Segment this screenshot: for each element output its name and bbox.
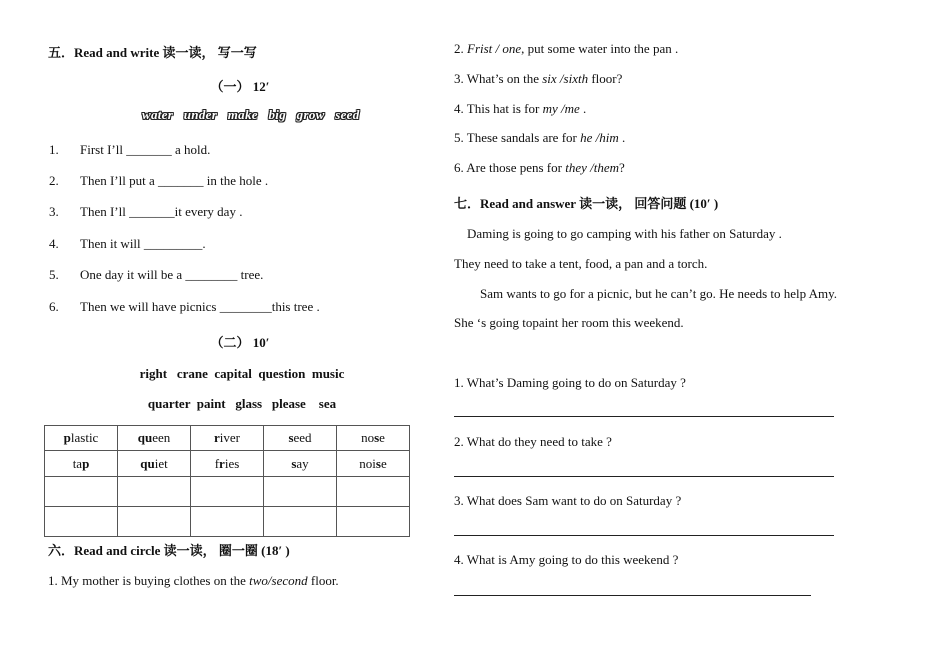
table-cell: noise [337,451,410,477]
item-text: First I’ll _______ a hold. [80,142,211,157]
circle-item: 2. Frist / one, put some water into the pan . [454,41,679,56]
item-text: Then I’ll _______it every day . [80,204,243,219]
table-cell: queen [118,426,191,451]
item-text: Then I’ll put a _______ in the hole . [80,173,269,188]
passage-line: Daming is going to go camping with his father on Saturday . [467,226,782,241]
question: 2. What do they need to take ? [454,434,612,449]
table-cell: fries [191,451,264,477]
table-cell-blank[interactable] [191,507,264,537]
table-cell: plastic [45,426,118,451]
choice[interactable]: he /him [580,130,619,145]
table-cell-blank[interactable] [45,477,118,507]
list-item [49,173,268,189]
circle-item: 4. This hat is for my /me . [454,101,587,116]
answer-line[interactable] [454,476,834,477]
word-bank-item: water [142,107,174,122]
word-bank-item: under [183,107,218,122]
section5-heading: 五．Read and write 读一读， 写一写 [48,45,257,60]
circle-item: 5. These sandals are for he /him . [454,130,626,145]
word-bank-item: big [268,107,286,122]
item-text: Then it will _________. [80,236,206,251]
section7-heading: 七．Read and answer 读一读， 回答问题 (10′ ) [454,196,719,211]
table-cell: nose [337,426,410,451]
circle-item: 1. My mother is buying clothes on the two/second floor. [48,573,339,588]
table-cell: say [264,451,337,477]
item-number: 6. [49,299,59,314]
passage-line: Sam wants to go for a picnic, but he can’t go. He needs to help Amy. [480,286,838,301]
list-item [49,142,210,158]
table-cell: tap [45,451,118,477]
table-cell-blank[interactable] [118,477,191,507]
word-bank-2-line1: right crane capital question music [139,366,345,381]
circle-item: 6. Are those pens for they /them? [454,160,625,175]
table-cell: river [191,426,264,451]
choice[interactable]: they /them [565,160,619,175]
choice[interactable]: two/second [249,573,308,588]
table-cell: seed [264,426,337,451]
question: 3. What does Sam want to do on Saturday ? [454,493,682,508]
table-cell-blank[interactable] [264,477,337,507]
word-bank-item: grow [296,107,325,122]
answer-line[interactable] [454,416,834,417]
item-number: 3. [49,204,59,219]
question: 1. What’s Daming going to do on Saturday ? [454,375,686,390]
item-number: 4. [49,236,59,251]
table-cell: quiet [118,451,191,477]
choice[interactable]: six /sixth [542,71,589,86]
passage-line: She ‘s going topaint her room this weekend. [454,315,684,330]
list-item [49,299,320,315]
item-number: 5. [49,267,59,282]
choice[interactable]: my /me [542,101,580,116]
section6-heading: 六．Read and circle 读一读， 圈一圈 (18′ ) [48,543,290,558]
word-bank-1 [142,107,360,123]
phonics-table [44,425,410,537]
table-cell-blank[interactable] [337,477,410,507]
table-cell-blank[interactable] [337,507,410,537]
item-number: 2. [49,173,59,188]
question: 4. What is Amy going to do this weekend ? [454,552,679,567]
table-cell-blank[interactable] [191,477,264,507]
answer-line[interactable] [454,595,811,596]
answer-line[interactable] [454,535,834,536]
part2-title: （二） 10′ [210,335,270,350]
word-bank-2-line2: quarter paint glass please sea [147,396,337,411]
list-item [49,267,263,283]
word-bank-item: make [227,107,258,122]
list-item [49,204,242,220]
table-cell-blank[interactable] [45,507,118,537]
passage-line: They need to take a tent, food, a pan and a torch. [454,256,708,271]
table-cell-blank[interactable] [118,507,191,537]
item-text: Then we will have picnics ________this tree . [80,299,320,314]
word-bank-item: seed [335,107,360,122]
circle-item: 3. What’s on the six /sixth floor? [454,71,623,86]
choice[interactable]: Frist / one [467,41,522,56]
table-cell-blank[interactable] [264,507,337,537]
part1-title: （一） 12′ [210,79,270,94]
item-text: One day it will be a ________ tree. [80,267,264,282]
list-item [49,236,206,252]
item-number: 1. [49,142,59,157]
